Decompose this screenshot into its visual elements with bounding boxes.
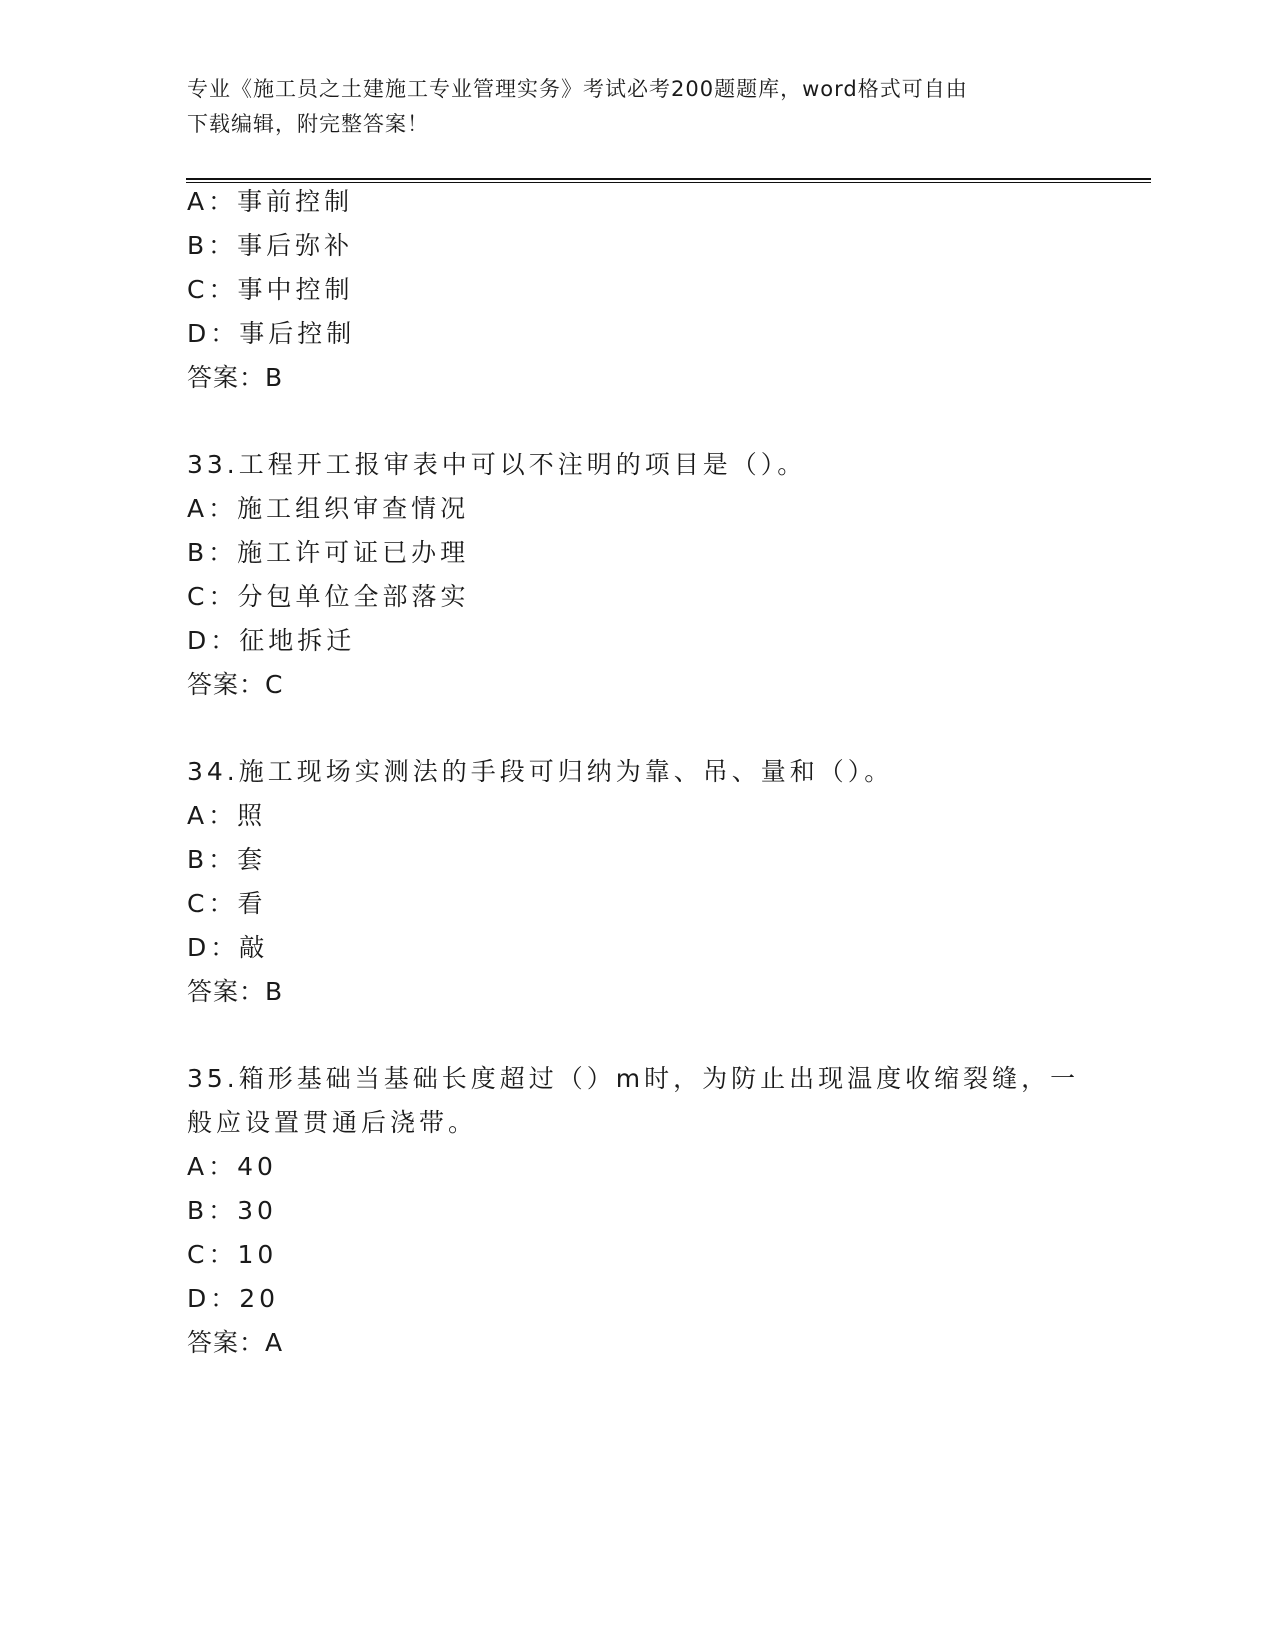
q32-option-c: C：事中控制 [187,275,354,304]
q34-option-b: B：套 [187,845,267,874]
q32-answer: 答案：B [187,363,284,392]
q35-option-c: C：10 [187,1240,278,1269]
q33-option-c: C：分包单位全部落实 [187,582,470,611]
header-line-1: 专业《施工员之土建施工专业管理实务》考试必考200题题库，word格式可自由 [187,77,968,101]
q34-option-c: C：看 [187,889,267,918]
q32-option-d: D：事后控制 [187,319,356,348]
q33-question: 33.工程开工报审表中可以不注明的项目是（）。 [187,450,807,479]
document-header [187,72,1067,142]
q34-option-d: D：敲 [187,933,269,962]
q33-option-b: B：施工许可证已办理 [187,538,470,567]
header-divider-thin [186,182,1151,183]
q35-option-b: B：30 [187,1196,277,1225]
q32-option-a: A：事前控制 [187,187,354,216]
q35-question-line-1: 35.箱形基础当基础长度超过（）m时，为防止出现温度收缩裂缝，一 [187,1064,1080,1093]
q32-option-b: B：事后弥补 [187,231,354,260]
header-line-2: 下载编辑，附完整答案！ [187,112,429,136]
q35-answer: 答案：A [187,1328,284,1357]
header-divider-thick [186,178,1151,180]
q33-option-d: D：征地拆迁 [187,626,356,655]
q34-answer: 答案：B [187,977,284,1006]
q35-option-d: D：20 [187,1284,280,1313]
q34-option-a: A：照 [187,801,267,830]
q34-question: 34.施工现场实测法的手段可归纳为靠、吊、量和（）。 [187,757,894,786]
q35-question-line-2: 般应设置贯通后浇带。 [187,1108,478,1137]
q35-option-a: A：40 [187,1152,277,1181]
q33-option-a: A：施工组织审查情况 [187,494,470,523]
q33-answer: 答案：C [187,670,284,699]
